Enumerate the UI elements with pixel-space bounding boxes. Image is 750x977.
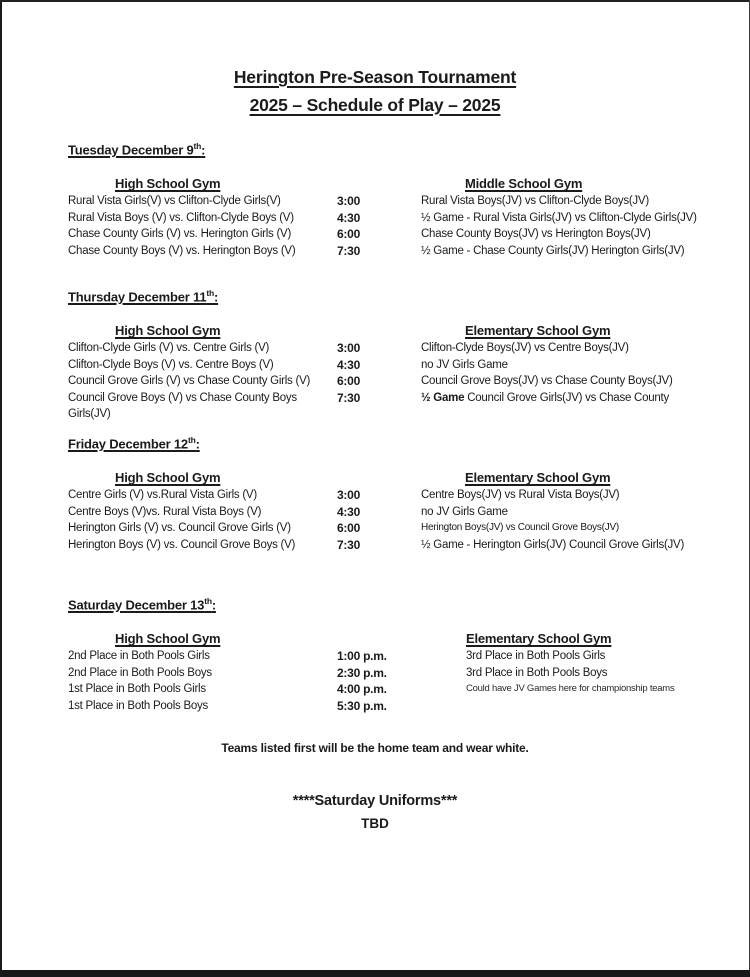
time-column-spacer — [337, 322, 421, 340]
day-text: Friday December 12 — [68, 436, 188, 452]
game-row: Chase County Boys(JV) vs Herington Boys(JV) — [421, 228, 651, 241]
jv-games-note: Could have JV Games here for championship teams — [466, 683, 675, 695]
game-row: Chase County Boys (V) vs. Herington Boys (V) — [68, 244, 296, 257]
game-row: Clifton-Clyde Boys(JV) vs Centre Boys(JV) — [421, 342, 629, 355]
game-row: 3rd Place in Both Pools Boys — [466, 666, 608, 679]
day-text: Tuesday December 9 — [68, 142, 194, 158]
scan-edge-bottom — [0, 970, 750, 977]
game-row: Chase County Girls (V) vs. Herington Girls (V) — [68, 228, 292, 241]
title-line-1: Herington Pre-Season Tournament — [233, 67, 517, 87]
time-column-spacer — [337, 630, 421, 648]
half-game-bold-prefix: ½ Game — [421, 391, 465, 404]
day-text: Thursday December 11 — [68, 289, 207, 305]
game-row: ½ Game - Herington Girls(JV) Council Grove Girls(JV) — [421, 538, 685, 551]
day-colon: : — [211, 597, 216, 613]
game-time: 7:30 — [337, 390, 361, 405]
game-row: Centre Girls (V) vs.Rural Vista Girls (V) — [68, 489, 257, 502]
left-gym-column — [68, 469, 337, 553]
right-gym-column — [421, 630, 750, 714]
schedule-columns — [68, 175, 750, 259]
game-row: no JV Girls Game — [421, 358, 508, 371]
time-column-spacer — [337, 175, 421, 193]
game-row: Clifton-Clyde Girls (V) vs. Centre Girls (V) — [68, 342, 270, 355]
game-row: 2nd Place in Both Pools Girls — [68, 650, 210, 663]
gym-header-right: Middle School Gym — [465, 176, 583, 192]
game-row: Rural Vista Boys(JV) vs Clifton-Clyde Boys(JV) — [421, 195, 649, 208]
game-row: Rural Vista Boys (V) vs. Clifton-Clyde Boys (V) — [68, 211, 294, 224]
gym-header-left: High School Gym — [115, 176, 221, 192]
section-friday — [0, 432, 750, 553]
game-row: 1st Place in Both Pools Girls — [68, 683, 206, 696]
page-title — [0, 63, 750, 119]
gym-header-left: High School Gym — [115, 470, 221, 486]
game-time: 4:00 p.m. — [337, 682, 387, 697]
section-saturday — [0, 593, 750, 714]
gym-header-right: Elementary School Gym — [465, 470, 611, 486]
section-tuesday — [0, 138, 750, 259]
game-row: ½ Game - Chase County Girls(JV) Herington Girls(JV) — [421, 244, 685, 257]
day-ordinal-suffix: th — [204, 596, 212, 606]
day-ordinal-suffix: th — [206, 288, 214, 298]
game-row: Herington Boys (V) vs. Council Grove Boys (V) — [68, 538, 296, 551]
game-time: 4:30 — [337, 357, 361, 372]
game-row-wrap: Girls(JV) — [68, 408, 111, 421]
gym-header-right: Elementary School Gym — [466, 631, 612, 647]
day-ordinal-suffix: th — [193, 141, 202, 151]
game-row: ½ Game - Rural Vista Girls(JV) vs Clifton-Clyde Girls(JV) — [421, 211, 697, 224]
left-gym-column — [68, 322, 337, 423]
game-time: 6:00 — [337, 227, 361, 242]
saturday-uniforms-heading: ****Saturday Uniforms*** — [292, 793, 458, 809]
day-text: Saturday December 13 — [68, 597, 205, 613]
schedule-columns — [68, 469, 750, 553]
game-row: Centre Boys (V)vs. Rural Vista Boys (V) — [68, 505, 262, 518]
game-time: 3:00 — [337, 341, 361, 356]
game-time: 4:30 — [337, 210, 361, 225]
game-row: Rural Vista Girls(V) vs Clifton-Clyde Girls(V) — [68, 195, 281, 208]
game-row: ½ Game Council Grove Girls(JV) vs Chase County — [421, 391, 669, 404]
game-time: 2:30 p.m. — [337, 665, 387, 680]
gym-header-right: Elementary School Gym — [465, 323, 611, 339]
scan-edge-top — [0, 0, 750, 2]
game-time: 5:30 p.m. — [337, 698, 387, 713]
game-time: 7:30 — [337, 243, 361, 258]
game-row: Centre Boys(JV) vs Rural Vista Boys(JV) — [421, 489, 620, 502]
game-row: 1st Place in Both Pools Boys — [68, 699, 209, 712]
time-column — [337, 175, 421, 259]
left-gym-column — [68, 175, 337, 259]
day-colon: : — [195, 436, 200, 452]
game-time: 3:00 — [337, 194, 361, 209]
day-heading-thursday — [68, 285, 750, 305]
right-gym-column — [421, 322, 750, 423]
title-line-2: 2025 – Schedule of Play – 2025 — [249, 95, 501, 115]
day-ordinal-suffix: th — [187, 435, 196, 445]
game-row: Council Grove Girls (V) vs Chase County Girls (V) — [68, 375, 311, 388]
left-gym-column — [68, 630, 337, 714]
time-column-spacer — [337, 469, 421, 487]
game-time: 1:00 p.m. — [337, 649, 387, 664]
schedule-columns — [68, 322, 750, 423]
game-row: Herington Girls (V) vs. Council Grove Girls (V) — [68, 522, 291, 535]
right-gym-column — [421, 175, 750, 259]
day-heading-friday — [68, 432, 750, 452]
game-row: 3rd Place in Both Pools Girls — [466, 650, 606, 663]
uniforms-tbd: TBD — [361, 816, 389, 831]
game-row: 2nd Place in Both Pools Boys — [68, 666, 212, 679]
game-row: Herington Boys(JV) vs Council Grove Boys(JV) — [421, 522, 619, 534]
game-time: 6:00 — [337, 521, 361, 536]
day-heading-saturday — [68, 593, 750, 613]
day-heading-tuesday — [68, 138, 750, 158]
time-column — [337, 630, 421, 714]
gym-header-left: High School Gym — [115, 323, 221, 339]
time-column — [337, 469, 421, 553]
home-team-note: Teams listed first will be the home team and wear white. — [221, 741, 529, 755]
day-colon: : — [201, 142, 206, 158]
game-time: 4:30 — [337, 504, 361, 519]
time-column — [337, 322, 421, 423]
game-time: 3:00 — [337, 488, 361, 503]
game-row: Clifton-Clyde Boys (V) vs. Centre Boys (V) — [68, 358, 274, 371]
footer-notes — [0, 740, 750, 832]
game-time: 7:30 — [337, 537, 361, 552]
game-row: Council Grove Boys (V) vs Chase County Boys — [68, 391, 297, 404]
game-row: Council Grove Boys(JV) vs Chase County Boys(JV) — [421, 375, 673, 388]
game-time: 6:00 — [337, 374, 361, 389]
section-thursday — [0, 285, 750, 423]
gym-header-left: High School Gym — [115, 631, 221, 647]
day-colon: : — [213, 289, 219, 305]
schedule-columns — [68, 630, 750, 714]
game-row: no JV Girls Game — [421, 505, 508, 518]
right-gym-column — [421, 469, 750, 553]
